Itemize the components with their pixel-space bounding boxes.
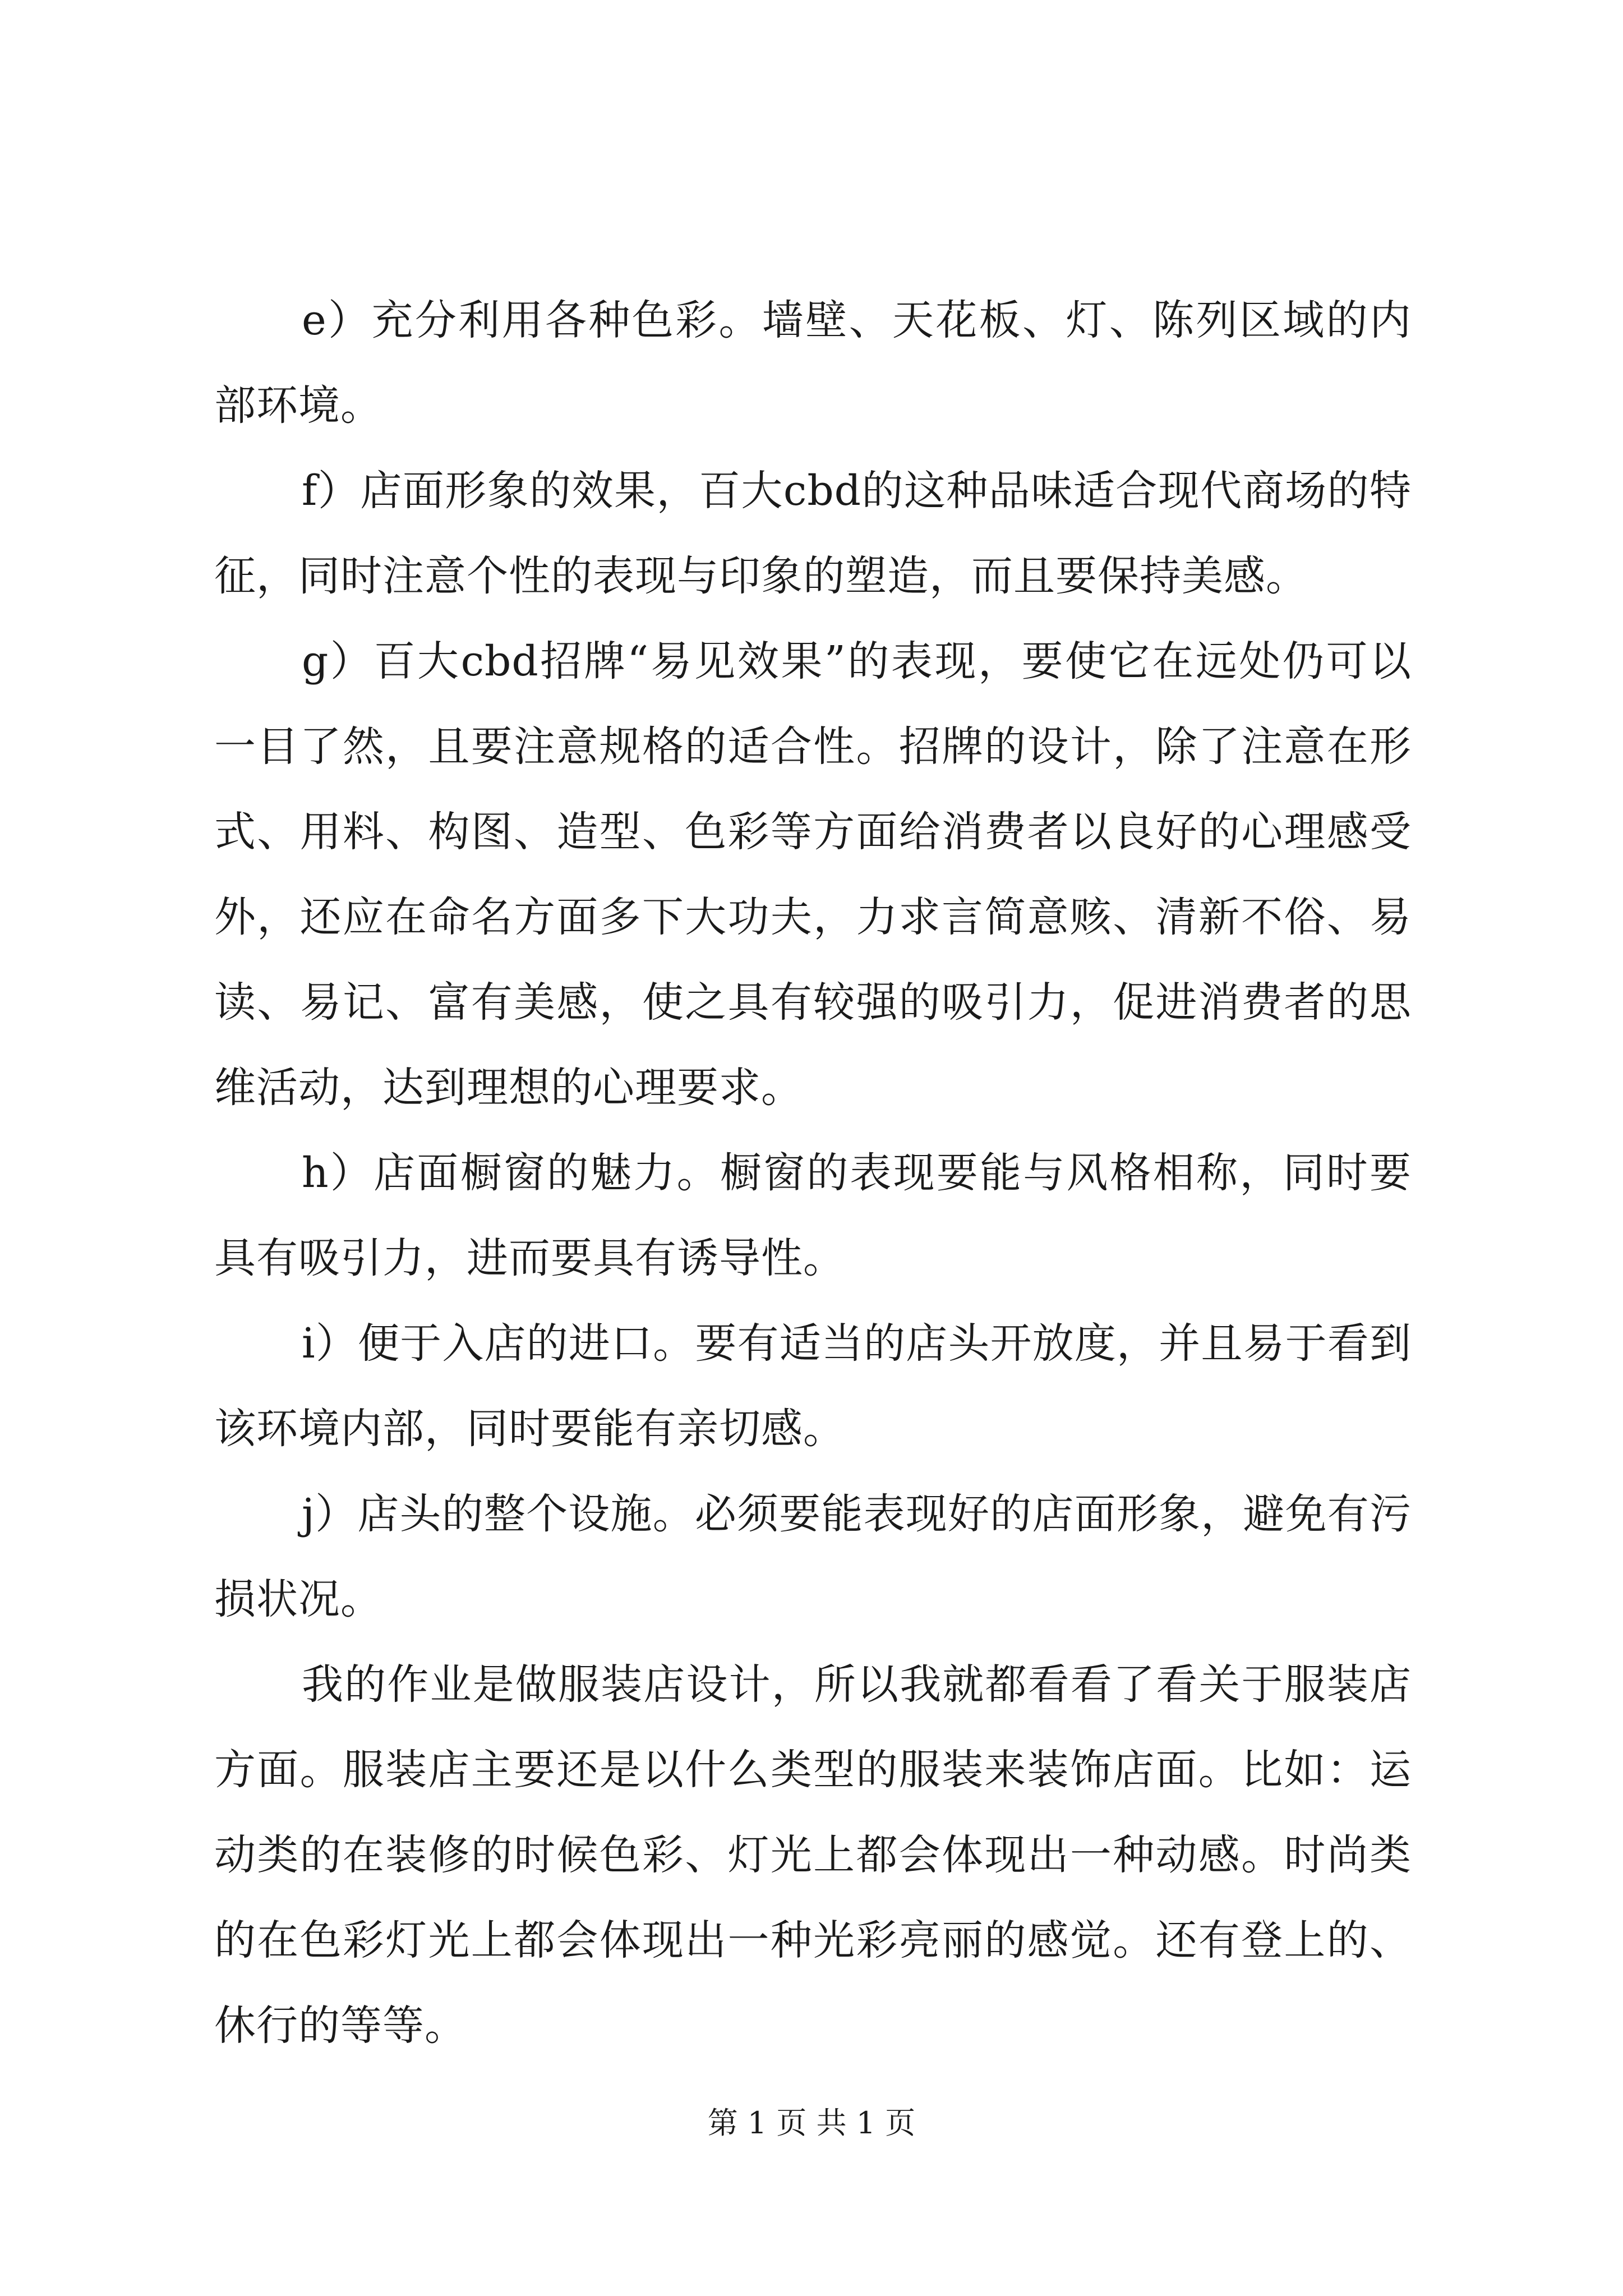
paragraph-j: j）店头的整个设施。必须要能表现好的店面形象，避免有污损状况。 (214, 1490, 1412, 1623)
paragraph-f: f）店面形象的效果，百大cbd的这种品味适合现代商场的特征，同时注意个性的表现与印象的塑造，而且要保持美感。 (214, 467, 1412, 600)
paragraph-g: g）百大cbd招牌“易见效果”的表现，要使它在远处仍可以一目了然，且要注意规格的适合性。招牌的设计，除了注意在形式、用料、构图、造型、色彩等方面给消费者以良好的心理感受外，还应在命名方面多下大功夫，力求言简意赅、清新不俗、易读、易记、富有美感，使之具有较强的吸引力，促进消费者的思维活动，达到理想的心理要求。 (214, 637, 1412, 1112)
page-number-label: 第 1 页 共 1 页 (707, 2105, 916, 2141)
document-body (214, 278, 1412, 2068)
paragraph-i: i）便于入店的进口。要有适当的店头开放度，并且易于看到该环境内部，同时要能有亲切感。 (214, 1319, 1412, 1453)
paragraph-e: e）充分利用各种色彩。墙壁、天花板、灯、陈列区域的内部环境。 (214, 296, 1412, 430)
paragraph-h: h）店面橱窗的魅力。橱窗的表现要能与风格相称，同时要具有吸引力，进而要具有诱导性。 (214, 1149, 1412, 1282)
page-footer (0, 2104, 1623, 2143)
paragraph-conclusion: 我的作业是做服装店设计，所以我就都看看了看关于服装店方面。服装店主要还是以什么类型的服装来装饰店面。比如：运动类的在装修的时候色彩、灯光上都会体现出一种动感。时尚类的在色彩灯光上都会体现出一种光彩亮丽的感觉。还有登上的、休行的等等。 (214, 1660, 1412, 2050)
